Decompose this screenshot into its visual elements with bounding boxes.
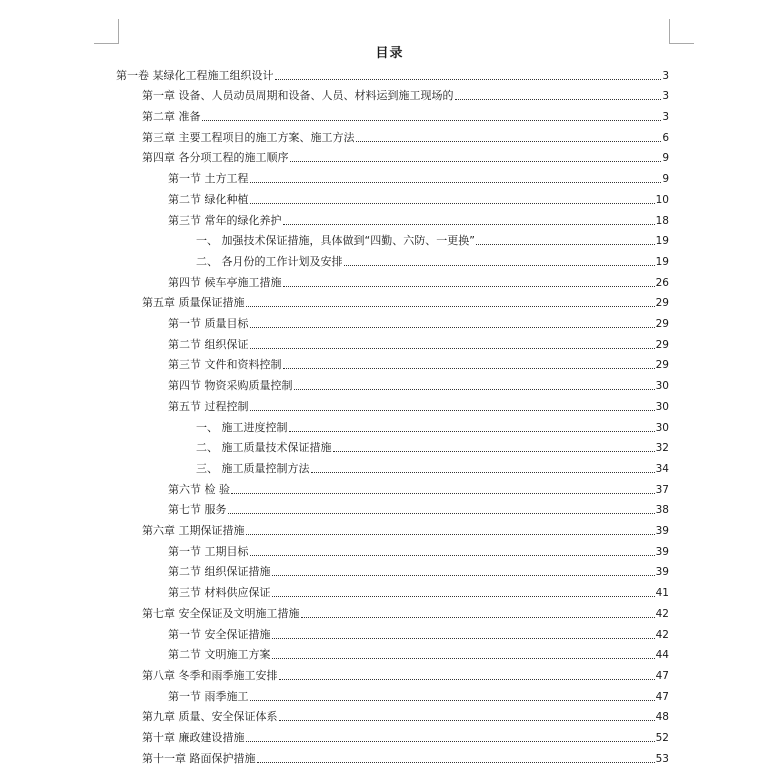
toc-page-number: 30 bbox=[655, 400, 669, 413]
toc-page-number: 26 bbox=[655, 276, 669, 289]
toc-entry[interactable] bbox=[142, 145, 669, 166]
toc-page-number: 42 bbox=[655, 628, 669, 641]
toc-entry-label: 第十一章 路面保护措施 bbox=[142, 751, 256, 765]
toc-entry-label: 第六节 检 验 bbox=[168, 482, 230, 496]
toc-page-number: 52 bbox=[655, 732, 669, 745]
toc-dot-leader bbox=[311, 472, 655, 473]
toc-entry[interactable] bbox=[168, 207, 669, 228]
toc-entry-label: 第五章 质量保证措施 bbox=[142, 296, 245, 310]
toc-entry-label: 第九章 质量、安全保证体系 bbox=[142, 710, 278, 724]
margin-corner-mark-top-right bbox=[669, 19, 694, 44]
toc-entry-label: 第一节 质量目标 bbox=[168, 317, 249, 331]
toc-dot-leader bbox=[279, 679, 655, 680]
toc-dot-leader bbox=[250, 700, 655, 701]
toc-entry-label: 第三章 主要工程项目的施工方案、施工方法 bbox=[142, 130, 355, 144]
toc-entry-label: 第四节 物资采购质量控制 bbox=[168, 379, 293, 393]
toc-entry-label: 第一节 土方工程 bbox=[168, 172, 249, 186]
toc-dot-leader bbox=[250, 327, 655, 328]
toc-entry-label: 第八章 冬季和雨季施工安排 bbox=[142, 668, 278, 682]
toc-page-number: 6 bbox=[662, 131, 669, 144]
toc-entry-label: 二、 各月份的工作计划及安排 bbox=[196, 254, 343, 268]
toc-entry-label: 一、 加强技术保证措施，具体做到“四勤、六防、一更换” bbox=[196, 234, 475, 248]
toc-entry[interactable] bbox=[196, 248, 669, 269]
toc-page-number: 29 bbox=[655, 338, 669, 351]
toc-page-number: 34 bbox=[655, 462, 669, 475]
toc-entry[interactable] bbox=[168, 580, 669, 601]
toc-page-number: 19 bbox=[655, 255, 669, 268]
toc-dot-leader bbox=[246, 741, 655, 742]
toc-page-number: 19 bbox=[655, 235, 669, 248]
toc-title: 目录 bbox=[375, 46, 404, 61]
toc-entry[interactable] bbox=[196, 228, 669, 249]
toc-entry[interactable] bbox=[196, 455, 669, 476]
toc-entry-label: 第二章 准备 bbox=[142, 110, 201, 124]
toc-entry-label: 第六章 工期保证措施 bbox=[142, 524, 245, 538]
toc-dot-leader bbox=[294, 389, 655, 390]
toc-entry[interactable] bbox=[168, 166, 669, 187]
toc-page-number: 29 bbox=[655, 318, 669, 331]
toc-page-number: 29 bbox=[655, 359, 669, 372]
toc-dot-leader bbox=[228, 513, 655, 514]
toc-entry[interactable] bbox=[142, 600, 669, 621]
toc-page-number: 47 bbox=[655, 669, 669, 682]
toc-entry[interactable] bbox=[142, 517, 669, 538]
toc-page-number: 41 bbox=[655, 587, 669, 600]
toc-entry[interactable] bbox=[168, 269, 669, 290]
toc-entry[interactable] bbox=[142, 704, 669, 725]
toc-entry[interactable] bbox=[168, 538, 669, 559]
toc-dot-leader bbox=[246, 306, 655, 307]
toc-entry-label: 第三节 文件和资料控制 bbox=[168, 358, 282, 372]
toc-entry[interactable] bbox=[116, 62, 669, 83]
toc-entry[interactable] bbox=[168, 186, 669, 207]
toc-page-number: 10 bbox=[655, 193, 669, 206]
toc-entry[interactable] bbox=[168, 373, 669, 394]
toc-dot-leader bbox=[301, 617, 655, 618]
toc-entry[interactable] bbox=[168, 497, 669, 518]
toc-entry-label: 第四节 候车亭施工措施 bbox=[168, 275, 282, 289]
toc-entry[interactable] bbox=[168, 352, 669, 373]
toc-dot-leader bbox=[202, 120, 662, 121]
toc-dot-leader bbox=[275, 79, 662, 80]
toc-entry[interactable] bbox=[142, 662, 669, 683]
toc-entry-label: 第七节 服务 bbox=[168, 503, 227, 517]
toc-dot-leader bbox=[250, 203, 655, 204]
toc-page-number: 30 bbox=[655, 380, 669, 393]
toc-dot-leader bbox=[333, 451, 655, 452]
toc-dot-leader bbox=[272, 638, 655, 639]
toc-page-number: 3 bbox=[662, 90, 669, 103]
toc-dot-leader bbox=[279, 720, 655, 721]
toc-entry-label: 第二节 绿化种植 bbox=[168, 192, 249, 206]
toc-entry-label: 三、 施工质量控制方法 bbox=[196, 461, 310, 475]
toc-entry[interactable] bbox=[168, 642, 669, 663]
toc-dot-leader bbox=[455, 99, 662, 100]
toc-entry[interactable] bbox=[142, 83, 669, 104]
toc-entry[interactable] bbox=[168, 331, 669, 352]
toc-entry-label: 第五节 过程控制 bbox=[168, 399, 249, 413]
toc-dot-leader bbox=[250, 410, 655, 411]
toc-entry-label: 一、 施工进度控制 bbox=[196, 420, 288, 434]
toc-entry-label: 二、 施工质量技术保证措施 bbox=[196, 441, 332, 455]
toc-entry[interactable] bbox=[168, 393, 669, 414]
toc-dot-leader bbox=[257, 762, 655, 763]
toc-dot-leader bbox=[356, 141, 662, 142]
toc-dot-leader bbox=[272, 575, 655, 576]
toc-page-number: 29 bbox=[655, 297, 669, 310]
toc-entry-label: 第一章 设备、人员动员周期和设备、人员、材料运到施工现场的 bbox=[142, 89, 454, 103]
toc-page-number: 39 bbox=[655, 545, 669, 558]
toc-dot-leader bbox=[231, 493, 655, 494]
toc-page-number: 38 bbox=[655, 504, 669, 517]
toc-page-number: 42 bbox=[655, 607, 669, 620]
toc-entry[interactable] bbox=[196, 435, 669, 456]
toc-dot-leader bbox=[246, 534, 655, 535]
toc-dot-leader bbox=[283, 224, 655, 225]
toc-entry[interactable] bbox=[142, 290, 669, 311]
toc-page-number: 3 bbox=[662, 111, 669, 124]
toc-entry[interactable] bbox=[168, 559, 669, 580]
toc-dot-leader bbox=[289, 431, 655, 432]
toc-page-number: 37 bbox=[655, 483, 669, 496]
toc-entry-label: 第一节 工期目标 bbox=[168, 544, 249, 558]
toc-entry[interactable] bbox=[142, 745, 669, 766]
toc-entry[interactable] bbox=[196, 414, 669, 435]
toc-dot-leader bbox=[290, 161, 662, 162]
toc-entry-label: 第二节 文明施工方案 bbox=[168, 648, 271, 662]
toc-page-number: 9 bbox=[662, 173, 669, 186]
toc-entry[interactable] bbox=[142, 724, 669, 745]
margin-corner-mark-top-left bbox=[94, 19, 119, 44]
toc-entry-label: 第三节 常年的绿化养护 bbox=[168, 213, 282, 227]
toc-dot-leader bbox=[250, 555, 655, 556]
toc-entry-label: 第七章 安全保证及文明施工措施 bbox=[142, 606, 300, 620]
toc-page-number: 47 bbox=[655, 690, 669, 703]
toc-dot-leader bbox=[344, 265, 655, 266]
toc-entry-label: 第二节 组织保证措施 bbox=[168, 565, 271, 579]
toc-dot-leader bbox=[283, 368, 655, 369]
toc-dot-leader bbox=[272, 596, 655, 597]
toc-entry[interactable] bbox=[168, 476, 669, 497]
toc-entry-label: 第三节 材料供应保证 bbox=[168, 586, 271, 600]
toc-entry-label: 第二节 组织保证 bbox=[168, 337, 249, 351]
toc-entry-label: 第一节 雨季施工 bbox=[168, 689, 249, 703]
toc-entry-label: 第一节 安全保证措施 bbox=[168, 627, 271, 641]
toc-dot-leader bbox=[250, 182, 662, 183]
toc-page-number: 39 bbox=[655, 525, 669, 538]
toc-entry[interactable] bbox=[168, 310, 669, 331]
toc-dot-leader bbox=[250, 348, 655, 349]
toc-entry-label: 第四章 各分项工程的施工顺序 bbox=[142, 151, 289, 165]
toc-entry[interactable] bbox=[168, 683, 669, 704]
toc-page-number: 39 bbox=[655, 566, 669, 579]
toc-entry-label: 第十章 廉政建设措施 bbox=[142, 731, 245, 745]
toc-page-number: 30 bbox=[655, 421, 669, 434]
toc-entry[interactable] bbox=[168, 621, 669, 642]
toc-page-number: 44 bbox=[655, 649, 669, 662]
toc-entry[interactable] bbox=[142, 124, 669, 145]
toc-page-number: 18 bbox=[655, 214, 669, 227]
toc-dot-leader bbox=[283, 286, 655, 287]
toc-page-number: 53 bbox=[655, 752, 669, 765]
toc-dot-leader bbox=[476, 244, 655, 245]
toc-page-number: 3 bbox=[662, 69, 669, 82]
toc-page-number: 48 bbox=[655, 711, 669, 724]
toc-page-number: 32 bbox=[655, 442, 669, 455]
toc-entry[interactable] bbox=[142, 103, 669, 124]
toc-entry-label: 第一卷 某绿化工程施工组织设计 bbox=[116, 68, 274, 82]
toc-page-number: 9 bbox=[662, 152, 669, 165]
toc-dot-leader bbox=[272, 658, 655, 659]
